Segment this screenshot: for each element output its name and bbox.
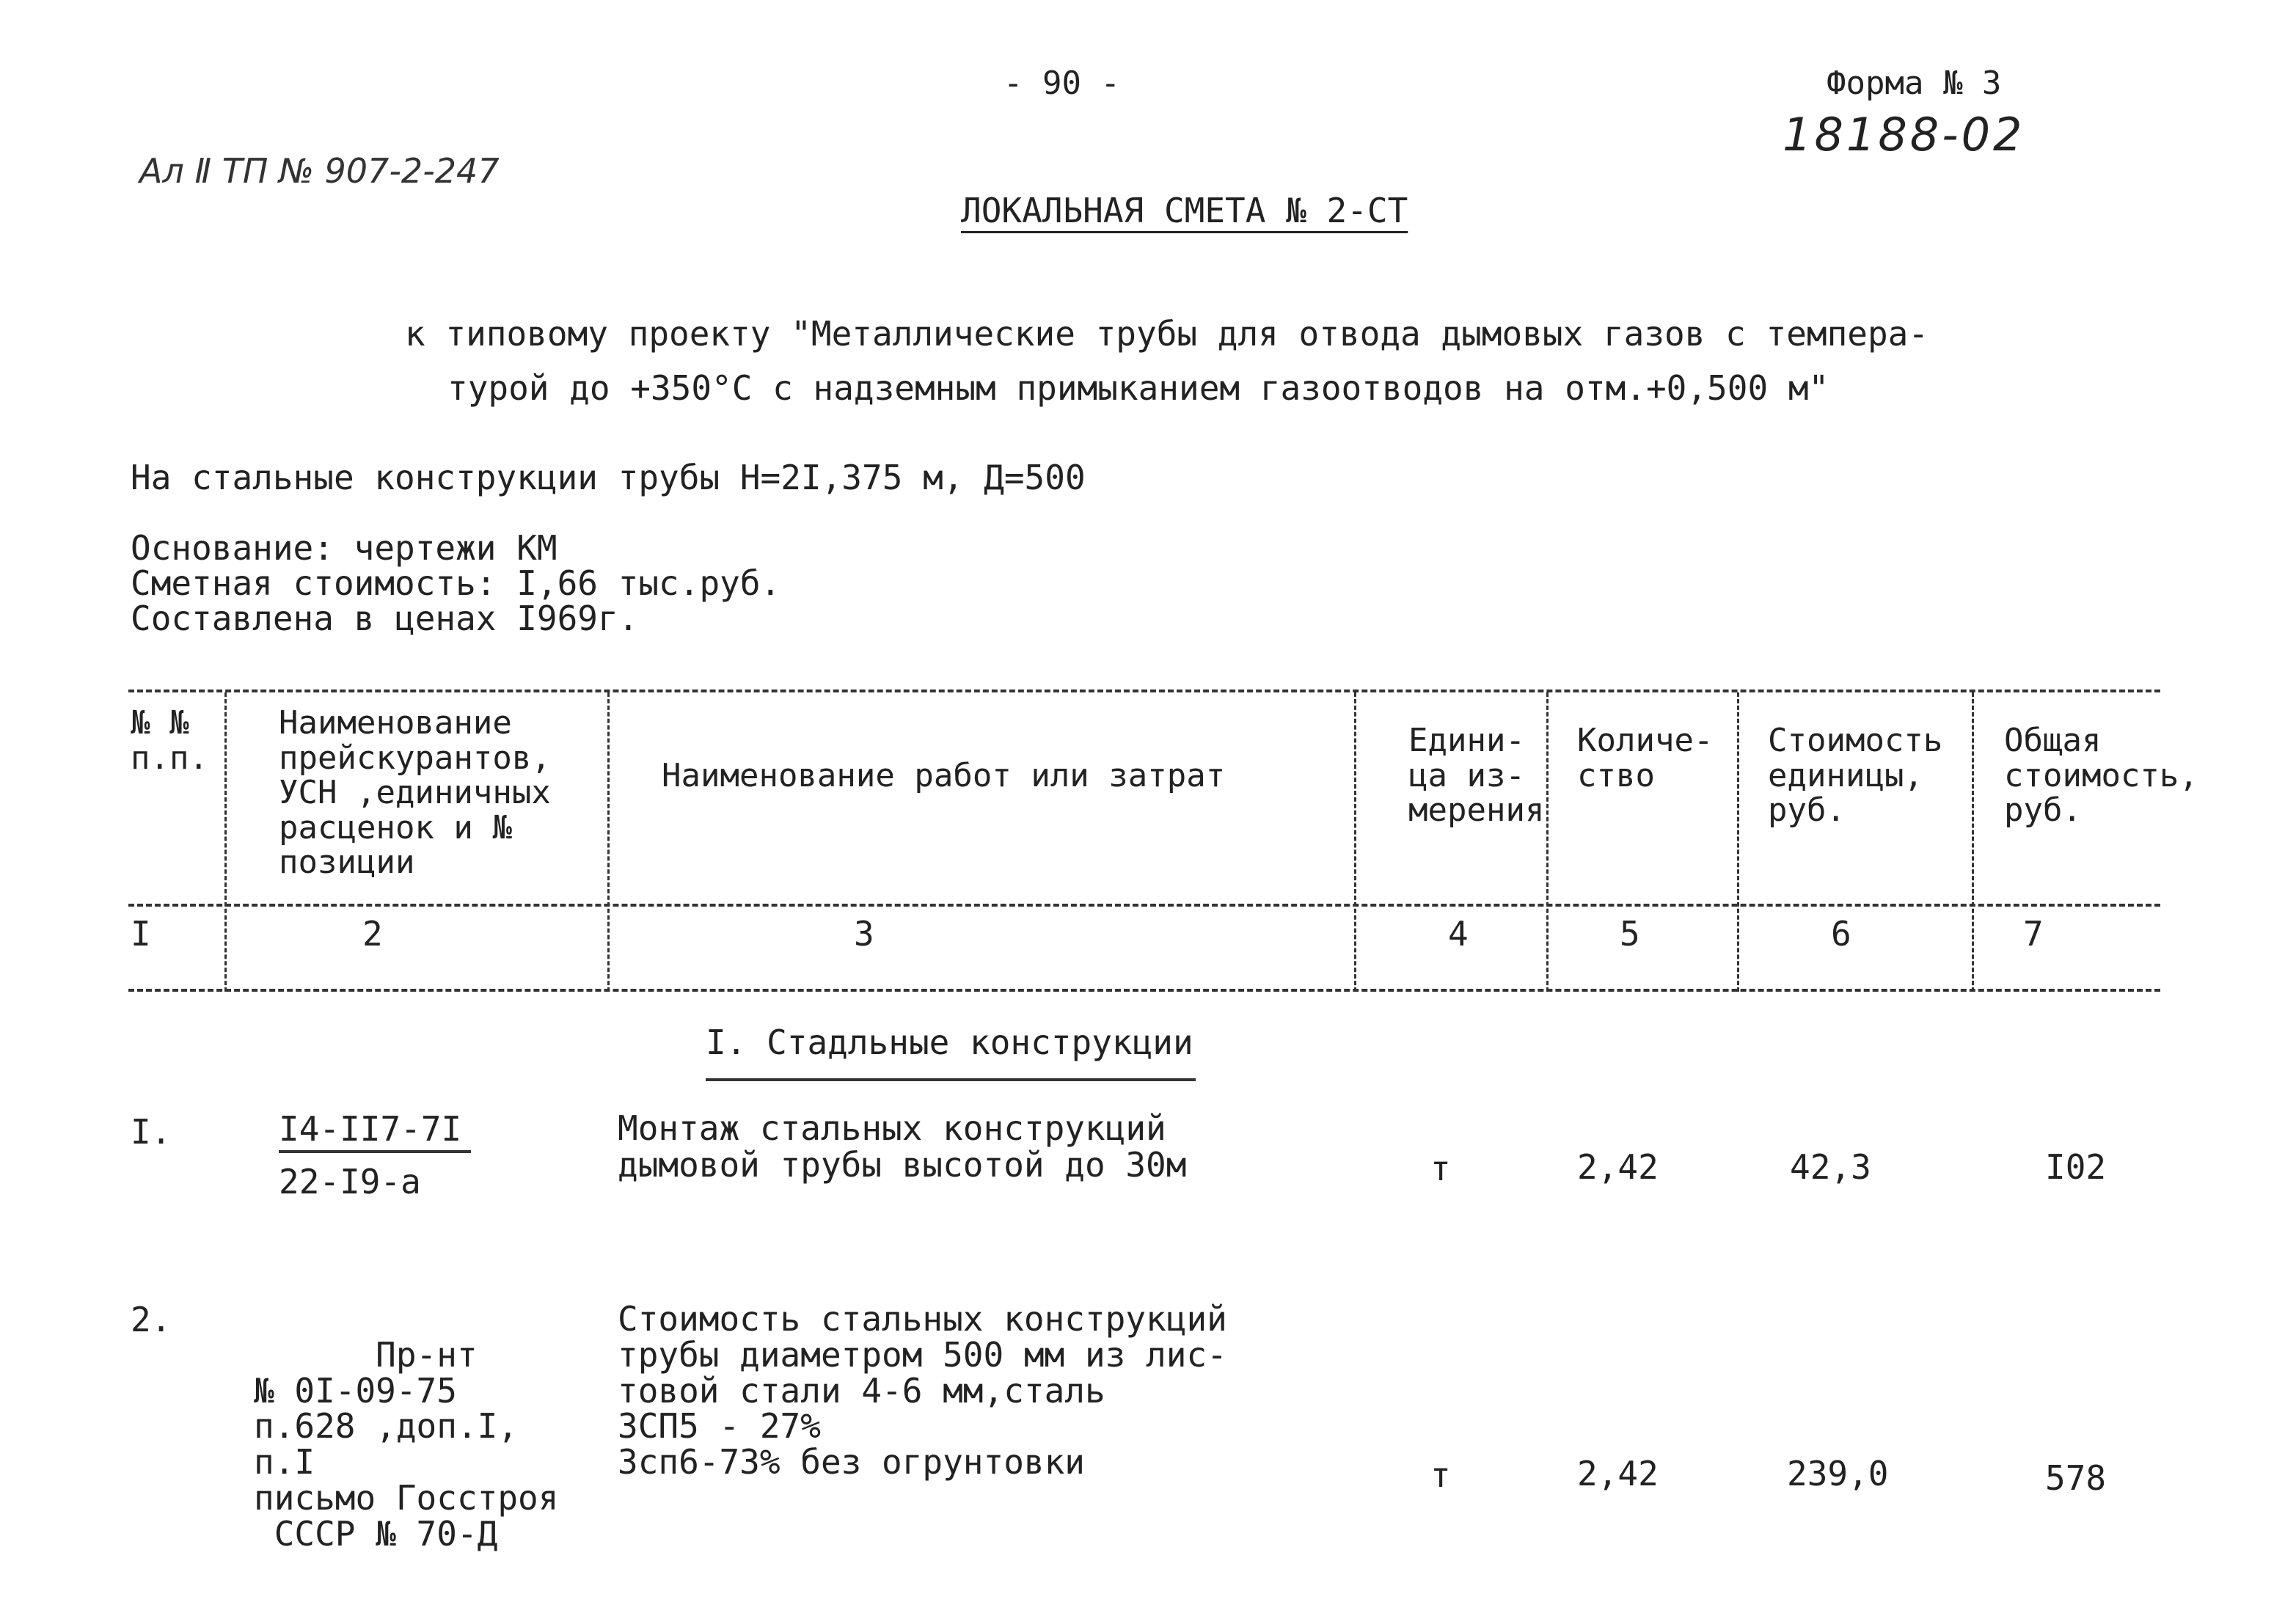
price-code (254, 1301, 558, 1587)
unit-cost: 42,3 (1790, 1147, 1871, 1187)
price-code-text: Пр-нт № 0I-09-75 п.628 ,доп.I, п.I письмо Госстроя СССР № 70-Д (254, 1334, 559, 1554)
header-bottom-rule (128, 904, 2160, 907)
col-separator-2 (607, 692, 610, 992)
header-col-3: Наименование работ или затрат (662, 757, 1226, 794)
page-number: - 90 - (1003, 65, 1120, 102)
col-number-3: 3 (854, 914, 874, 954)
col-number-2: 2 (362, 914, 383, 954)
work-description: Монтаж стальных конструкций дымовой трубы высотой до 30м (618, 1108, 1187, 1185)
price-code-divider (279, 1150, 471, 1153)
col-separator-3 (1354, 692, 1356, 992)
total-cost: 578 (2045, 1458, 2107, 1498)
col-number-4: 4 (1448, 914, 1469, 954)
row-number: 2. (131, 1300, 172, 1339)
header-col-6: Стоимость единицы, руб. (1768, 722, 1943, 830)
section-title-underline (706, 1078, 1196, 1081)
estimated-cost-line: Сметная стоимость: I,66 тыс.руб. (131, 563, 781, 603)
unit: т (1430, 1455, 1451, 1495)
header-col-7: Общая стоимость, руб. (2004, 722, 2198, 830)
subtitle-line-2: турой до +350°С с надземным примыканием газоотводов на отм.+0,500 м" (447, 368, 1829, 408)
header-col-5: Количе- ство (1577, 722, 1714, 794)
price-base-line: Составлена в ценах I969г. (131, 599, 639, 638)
table-top-rule (128, 690, 2160, 692)
scope-line: На стальные конструкции трубы Н=2I,375 м, Д=500 (131, 458, 1086, 497)
section-title: I. Стадльные конструкции (706, 1023, 1193, 1062)
header-col-2: Наименование прейскурантов, УСН ,единичных расценок и № позиции (279, 704, 551, 882)
col-number-5: 5 (1620, 914, 1640, 954)
handwritten-code: 18188-02 (1783, 108, 2025, 161)
unit-cost: 239,0 (1787, 1454, 1889, 1493)
col-number-7: 7 (2023, 914, 2044, 954)
row-number: I. (131, 1112, 172, 1152)
price-code-bottom: 22-I9-а (279, 1162, 421, 1202)
form-label: Форма № 3 (1827, 65, 2002, 102)
basis-line: Основание: чертежи КМ (131, 528, 557, 568)
header-col-1: № № п.п. (131, 704, 208, 777)
work-description: Стоимость стальных конструкций трубы диаметром 500 мм из лис- товой стали 4-6 мм,сталь 3СП5 - 27% 3сп6-73% без огрунтовки (618, 1299, 1227, 1482)
col-separator-6 (1972, 692, 1974, 992)
quantity: 2,42 (1577, 1147, 1659, 1187)
col-number-1: I (131, 914, 151, 954)
price-code-top: I4-II7-7I (279, 1109, 462, 1149)
column-number-bottom-rule (128, 989, 2160, 992)
quantity: 2,42 (1577, 1454, 1659, 1493)
col-separator-1 (224, 692, 227, 992)
unit: т (1430, 1149, 1451, 1188)
header-col-4: Едини- ца из- мерения (1408, 722, 1545, 830)
handwritten-album-ref: Ал Ⅱ ТП № 907-2-247 (139, 151, 500, 191)
subtitle-line-1: к типовому проекту "Металлические трубы для отвода дымовых газов с темпера- (405, 314, 1929, 354)
col-separator-5 (1737, 692, 1739, 992)
total-cost: I02 (2045, 1147, 2107, 1187)
col-separator-4 (1546, 692, 1549, 992)
document-title: ЛОКАЛЬНАЯ СМЕТА № 2-СТ (961, 191, 1408, 230)
col-number-6: 6 (1831, 914, 1851, 954)
